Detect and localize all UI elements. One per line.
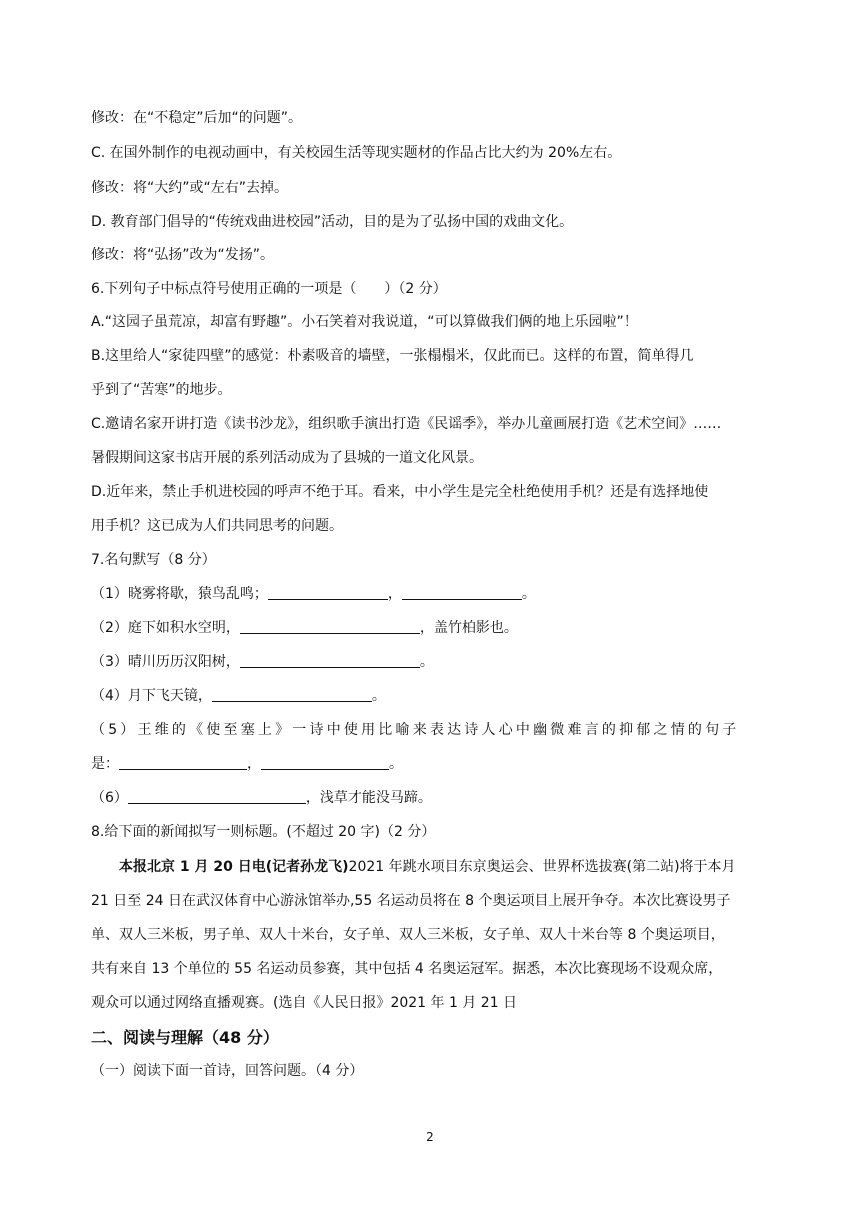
news-paragraph-line2: 21 日至 24 日在武汉体育中心游泳馆举办,55 名运动员将在 8 个奥运项目上展开争夺。本次比赛设男子	[91, 893, 731, 909]
q7-item-1-sep: ，	[387, 586, 402, 602]
q6-option-b-line2: 乎到了“苦寒”的地步。	[91, 382, 232, 398]
page-number: 2	[426, 1130, 434, 1144]
answer-blank[interactable]	[268, 585, 388, 600]
q7-item-4-end: 。	[371, 688, 386, 704]
q6-option-c-line1: C.邀请名家开讲打造《读书沙龙》，组织歌手演出打造《民谣季》，举办儿童画展打造《艺术空间》……	[91, 416, 722, 432]
news-paragraph-line3: 单、双人三米板，男子单、双人十米台，女子单、双人三米板，女子单、双人十米台等 8 个奥运项目，	[91, 927, 725, 943]
q6-option-b-line1: B.这里给人“家徒四壁”的感觉：朴素吸音的墙壁，一张榻榻米，仅此而已。这样的布置，简单得几	[91, 348, 694, 364]
q7-item-6-prefix: （6）	[91, 790, 128, 806]
answer-blank[interactable]	[240, 653, 420, 668]
q7-item-4	[91, 686, 780, 706]
q7-item-1	[91, 584, 780, 604]
q7-item-3-end: 。	[419, 654, 434, 670]
q7-stem: 7.名句默写（8 分）	[91, 552, 216, 568]
q7-item-2-end: ，盖竹柏影也。	[419, 620, 518, 636]
q6-option-d-line1: D.近年来，禁止手机进校园的呼声不绝于耳。看来，中小学生是完全杜绝使用手机？还是有选择地使	[91, 484, 709, 500]
q7-item-6	[91, 788, 780, 808]
q6-option-a: A.“这园子虽荒凉，却富有野趣”。小石笑着对我说道，“可以算做我们俩的地上乐园啦”！	[91, 314, 638, 330]
news-dateline: 本报北京 1 月 20 日电(记者孙龙飞)	[119, 859, 349, 875]
section-subtitle: （一）阅读下面一首诗，回答问题。（4 分）	[91, 1063, 364, 1079]
news-paragraph-line1	[119, 857, 780, 877]
q7-item-3-prefix: （3）晴川历历汉阳树，	[91, 654, 240, 670]
answer-blank[interactable]	[240, 619, 420, 634]
q7-item-5-prefix: 是：	[91, 756, 119, 772]
answer-blank[interactable]	[212, 687, 372, 702]
q6-option-c-line2: 暑假期间这家书店开展的系列活动成为了县城的一道文化风景。	[91, 450, 483, 466]
answer-blank[interactable]	[128, 789, 306, 804]
q7-item-1-prefix: （1）晓雾将歇，猿鸟乱鸣；	[91, 586, 268, 602]
q7-item-5-line1: （5）王维的《使至塞上》一诗中使用比喻来表达诗人心中幽微难言的抑郁之情的句子	[91, 722, 740, 738]
q5-d-fix: 修改：将“弘扬”改为“发扬”。	[91, 247, 275, 263]
news-paragraph-line5: 观众可以通过网络直播观赛。(选自《人民日报》2021 年 1 月 21 日	[91, 995, 518, 1011]
q7-item-1-end: 。	[521, 586, 536, 602]
q7-item-2	[91, 618, 780, 638]
news-paragraph-line4: 共有来自 13 个单位的 55 名运动员参赛，其中包括 4 名奥运冠军。据悉，本次比赛现场不设观众席，	[91, 961, 723, 977]
q7-item-5-line2	[91, 754, 780, 774]
q5-b-fix: 修改：在“不稳定”后加“的问题”。	[91, 110, 303, 126]
q7-item-6-end: ，浅草才能没马蹄。	[305, 790, 432, 806]
section-title: 二、阅读与理解（48 分）	[91, 1028, 279, 1047]
q7-item-4-prefix: （4）月下飞天镜，	[91, 688, 212, 704]
q5-option-d: D. 教育部门倡导的“传统戏曲进校园”活动，目的是为了弘扬中国的戏曲文化。	[91, 214, 574, 230]
q5-c-fix: 修改：将“大约”或“左右”去掉。	[91, 180, 289, 196]
answer-blank[interactable]	[119, 755, 247, 770]
q7-item-2-prefix: （2）庭下如积水空明，	[91, 620, 240, 636]
answer-blank[interactable]	[402, 585, 522, 600]
q7-item-5-end: 。	[389, 756, 403, 772]
q7-item-5-sep: ，	[247, 756, 261, 772]
news-text: 2021 年跳水项目东京奥运会、世界杯选拔赛(第二站)将于本月	[348, 859, 736, 875]
q8-stem: 8.给下面的新闻拟写一则标题。(不超过 20 字)（2 分）	[91, 824, 436, 840]
q6-stem: 6.下列句子中标点符号使用正确的一项是（ ）（2 分）	[91, 281, 447, 297]
q6-option-d-line2: 用手机？这已成为人们共同思考的问题。	[91, 518, 343, 534]
answer-blank[interactable]	[261, 755, 389, 770]
q5-option-c: C. 在国外制作的电视动画中，有关校园生活等现实题材的作品占比大约为 20%左右。	[91, 145, 622, 161]
q7-item-3	[91, 652, 780, 672]
